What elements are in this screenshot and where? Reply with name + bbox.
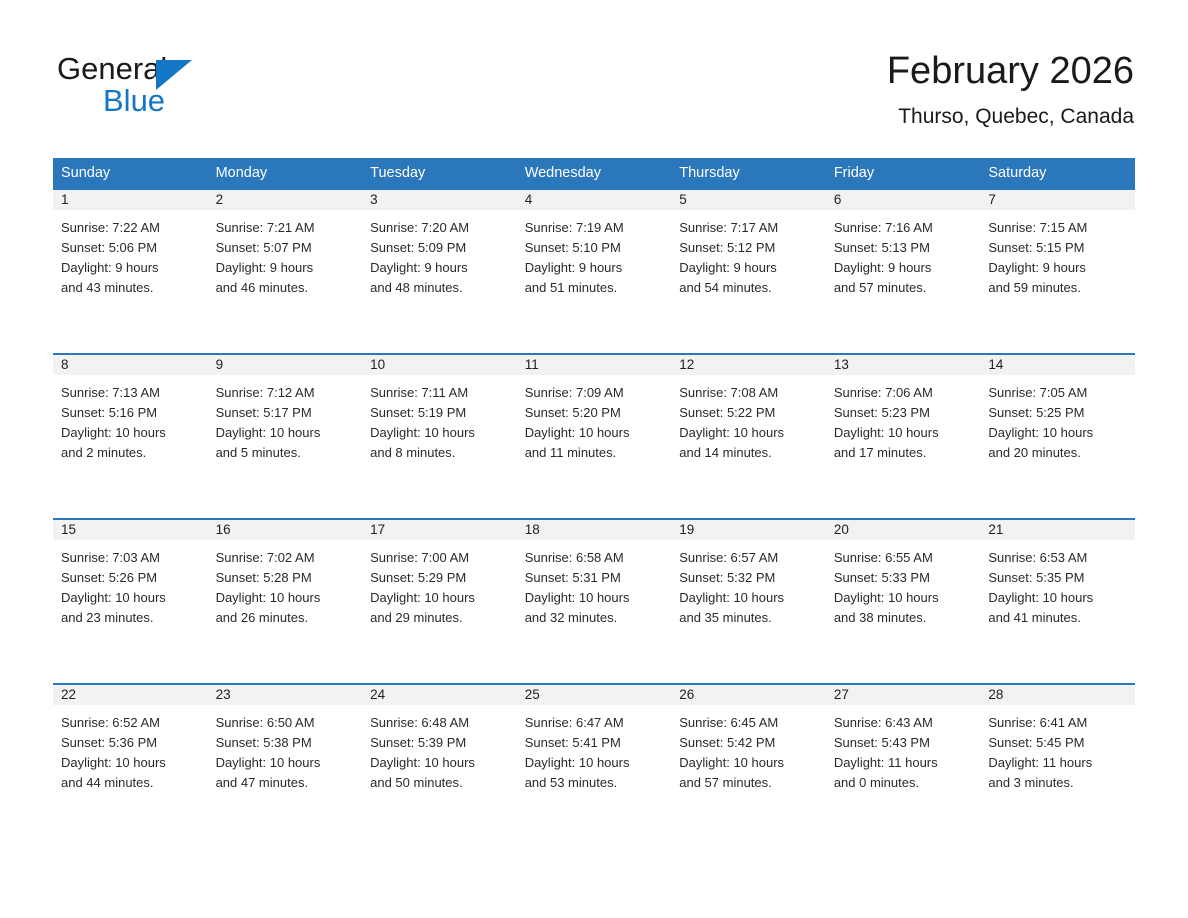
- daylight-text-line1: Daylight: 11 hours: [988, 755, 1093, 770]
- day-number: 25: [517, 683, 672, 705]
- sunrise-text: Sunrise: 6:48 AM: [370, 715, 470, 730]
- generalblue-logo: [57, 52, 257, 124]
- calendar-day-cell[interactable]: [980, 683, 1135, 848]
- daylight-text-line2: and 0 minutes.: [833, 775, 920, 790]
- daylight-text-line2: and 38 minutes.: [833, 610, 927, 625]
- weekday-header-tuesday: Tuesday: [362, 158, 517, 188]
- sunset-text: Sunset: 5:25 PM: [988, 405, 1085, 420]
- day-number: 21: [980, 518, 1135, 540]
- day-details: [826, 375, 981, 463]
- logo-text-blue: Blue: [103, 83, 166, 118]
- sunset-text: Sunset: 5:20 PM: [524, 405, 621, 420]
- sunrise-sunset-calendar: [53, 158, 1135, 848]
- daylight-text-line2: and 51 minutes.: [524, 280, 618, 295]
- location-subtitle: Thurso, Quebec, Canada: [898, 105, 1134, 128]
- daylight-text-line1: Daylight: 10 hours: [524, 425, 630, 440]
- daylight-text-line2: and 57 minutes.: [833, 280, 927, 295]
- daylight-text-line2: and 5 minutes.: [215, 445, 301, 460]
- daylight-text-line1: Daylight: 10 hours: [988, 590, 1094, 605]
- daylight-text-line1: Daylight: 10 hours: [679, 590, 785, 605]
- sunrise-text: Sunrise: 7:03 AM: [61, 550, 160, 565]
- sunset-text: Sunset: 5:06 PM: [61, 240, 158, 255]
- weekday-header-friday: Friday: [826, 158, 981, 188]
- day-number: 6: [826, 188, 981, 210]
- day-number: 22: [53, 683, 208, 705]
- calendar-day-cell[interactable]: [53, 353, 208, 518]
- day-details: [980, 540, 1135, 628]
- day-number: 27: [826, 683, 981, 705]
- sunrise-text: Sunrise: 7:16 AM: [833, 220, 933, 235]
- day-details: [53, 540, 208, 628]
- sunrise-text: Sunrise: 6:47 AM: [524, 715, 624, 730]
- weekday-header-row: [53, 158, 1135, 188]
- day-details: [53, 375, 208, 463]
- sunrise-text: Sunrise: 7:05 AM: [988, 385, 1088, 400]
- weekday-header-wednesday: Wednesday: [517, 158, 672, 188]
- sunrise-text: Sunrise: 7:17 AM: [679, 220, 779, 235]
- day-details: [53, 210, 208, 298]
- sunset-text: Sunset: 5:09 PM: [370, 240, 467, 255]
- day-number: 15: [53, 518, 208, 540]
- daylight-text-line2: and 47 minutes.: [215, 775, 309, 790]
- daylight-text-line1: Daylight: 9 hours: [679, 260, 777, 275]
- sunrise-text: Sunrise: 6:50 AM: [215, 715, 315, 730]
- daylight-text-line2: and 50 minutes.: [370, 775, 463, 790]
- day-number: 9: [208, 353, 363, 375]
- day-number: 3: [362, 188, 517, 210]
- calendar-day-cell[interactable]: [208, 353, 363, 518]
- day-details: [517, 375, 672, 463]
- calendar-day-cell[interactable]: [208, 683, 363, 848]
- day-number: 18: [517, 518, 672, 540]
- sunrise-text: Sunrise: 7:15 AM: [988, 220, 1088, 235]
- sunrise-text: Sunrise: 6:53 AM: [988, 550, 1088, 565]
- sunrise-text: Sunrise: 6:58 AM: [524, 550, 624, 565]
- daylight-text-line2: and 43 minutes.: [61, 280, 154, 295]
- daylight-text-line2: and 41 minutes.: [988, 610, 1081, 625]
- calendar-day-cell[interactable]: [826, 353, 981, 518]
- sunset-text: Sunset: 5:36 PM: [61, 735, 158, 750]
- day-number: 12: [671, 353, 826, 375]
- day-details: [208, 705, 363, 793]
- sunrise-text: Sunrise: 7:00 AM: [370, 550, 470, 565]
- sunset-text: Sunset: 5:31 PM: [524, 570, 621, 585]
- calendar-day-cell[interactable]: [362, 518, 517, 683]
- logo-text-general: General: [57, 51, 168, 86]
- day-details: [826, 705, 981, 793]
- daylight-text-line1: Daylight: 10 hours: [370, 755, 475, 770]
- day-details: [362, 210, 517, 298]
- daylight-text-line1: Daylight: 9 hours: [370, 260, 468, 275]
- day-number: 7: [980, 188, 1135, 210]
- day-number: 28: [980, 683, 1135, 705]
- day-number: 16: [208, 518, 363, 540]
- sunrise-text: Sunrise: 6:57 AM: [679, 550, 779, 565]
- daylight-text-line2: and 14 minutes.: [679, 445, 772, 460]
- sunrise-text: Sunrise: 7:08 AM: [679, 385, 779, 400]
- day-details: [826, 540, 981, 628]
- sunset-text: Sunset: 5:12 PM: [679, 240, 776, 255]
- daylight-text-line1: Daylight: 10 hours: [524, 755, 630, 770]
- title-block: [887, 48, 1134, 130]
- calendar-day-cell[interactable]: [208, 518, 363, 683]
- day-details: [980, 705, 1135, 793]
- calendar-day-cell[interactable]: [980, 518, 1135, 683]
- daylight-text-line1: Daylight: 9 hours: [61, 260, 159, 275]
- daylight-text-line2: and 11 minutes.: [524, 445, 617, 460]
- sunrise-text: Sunrise: 7:06 AM: [833, 385, 933, 400]
- sunrise-text: Sunrise: 6:43 AM: [833, 715, 933, 730]
- daylight-text-line1: Daylight: 10 hours: [833, 590, 939, 605]
- sunset-text: Sunset: 5:10 PM: [524, 240, 621, 255]
- day-details: [53, 705, 208, 793]
- day-number: 20: [826, 518, 981, 540]
- daylight-text-line1: Daylight: 9 hours: [524, 260, 623, 275]
- sunset-text: Sunset: 5:16 PM: [61, 405, 158, 420]
- calendar-day-cell[interactable]: [826, 188, 981, 353]
- day-number: 5: [671, 188, 826, 210]
- sunset-text: Sunset: 5:15 PM: [988, 240, 1085, 255]
- day-number: 11: [517, 353, 672, 375]
- sunset-text: Sunset: 5:33 PM: [833, 570, 930, 585]
- day-number: 24: [362, 683, 517, 705]
- sunrise-text: Sunrise: 6:52 AM: [61, 715, 160, 730]
- sunset-text: Sunset: 5:32 PM: [679, 570, 776, 585]
- sunset-text: Sunset: 5:35 PM: [988, 570, 1085, 585]
- day-details: [362, 540, 517, 628]
- calendar-day-cell[interactable]: [826, 518, 981, 683]
- daylight-text-line2: and 8 minutes.: [370, 445, 456, 460]
- calendar-day-cell[interactable]: [517, 188, 672, 353]
- calendar-week-row: [53, 188, 1135, 353]
- sunrise-text: Sunrise: 6:55 AM: [833, 550, 933, 565]
- sunrise-text: Sunrise: 7:12 AM: [215, 385, 315, 400]
- daylight-text-line1: Daylight: 10 hours: [833, 425, 939, 440]
- sunset-text: Sunset: 5:23 PM: [833, 405, 930, 420]
- day-details: [826, 210, 981, 298]
- sunrise-text: Sunrise: 7:22 AM: [61, 220, 160, 235]
- day-number: 17: [362, 518, 517, 540]
- daylight-text-line1: Daylight: 10 hours: [370, 425, 475, 440]
- day-details: [671, 210, 826, 298]
- calendar-day-cell[interactable]: [53, 188, 208, 353]
- logo-triangle-icon: [156, 60, 192, 90]
- day-number: 8: [53, 353, 208, 375]
- day-details: [671, 375, 826, 463]
- sunset-text: Sunset: 5:07 PM: [215, 240, 312, 255]
- calendar-week-row: [53, 518, 1135, 683]
- daylight-text-line2: and 26 minutes.: [215, 610, 309, 625]
- calendar-day-cell[interactable]: [362, 353, 517, 518]
- daylight-text-line2: and 59 minutes.: [988, 280, 1081, 295]
- sunrise-text: Sunrise: 6:41 AM: [988, 715, 1088, 730]
- daylight-text-line1: Daylight: 11 hours: [833, 755, 938, 770]
- sunset-text: Sunset: 5:38 PM: [215, 735, 312, 750]
- sunrise-text: Sunrise: 7:13 AM: [61, 385, 160, 400]
- calendar-week-row: [53, 683, 1135, 848]
- day-number: 14: [980, 353, 1135, 375]
- calendar-day-cell[interactable]: [671, 353, 826, 518]
- calendar-day-cell[interactable]: [517, 518, 672, 683]
- sunrise-text: Sunrise: 7:11 AM: [370, 385, 469, 400]
- daylight-text-line2: and 44 minutes.: [61, 775, 154, 790]
- calendar-day-cell[interactable]: [826, 683, 981, 848]
- daylight-text-line1: Daylight: 10 hours: [215, 590, 321, 605]
- page-title: February 2026: [886, 50, 1134, 92]
- daylight-text-line2: and 53 minutes.: [524, 775, 618, 790]
- daylight-text-line1: Daylight: 10 hours: [524, 590, 630, 605]
- calendar-day-cell[interactable]: [517, 353, 672, 518]
- daylight-text-line2: and 57 minutes.: [679, 775, 772, 790]
- day-details: [980, 210, 1135, 298]
- sunset-text: Sunset: 5:13 PM: [833, 240, 930, 255]
- daylight-text-line1: Daylight: 10 hours: [61, 755, 166, 770]
- daylight-text-line1: Daylight: 10 hours: [61, 590, 166, 605]
- weekday-header-thursday: Thursday: [671, 158, 826, 188]
- day-details: [671, 705, 826, 793]
- sunrise-text: Sunrise: 7:21 AM: [215, 220, 315, 235]
- sunset-text: Sunset: 5:19 PM: [370, 405, 467, 420]
- day-details: [362, 705, 517, 793]
- sunrise-text: Sunrise: 6:45 AM: [679, 715, 779, 730]
- day-details: [517, 705, 672, 793]
- sunset-text: Sunset: 5:22 PM: [679, 405, 776, 420]
- weekday-header-saturday: Saturday: [980, 158, 1135, 188]
- sunset-text: Sunset: 5:41 PM: [524, 735, 621, 750]
- sunset-text: Sunset: 5:29 PM: [370, 570, 467, 585]
- daylight-text-line1: Daylight: 10 hours: [215, 425, 321, 440]
- daylight-text-line2: and 46 minutes.: [215, 280, 309, 295]
- daylight-text-line2: and 20 minutes.: [988, 445, 1081, 460]
- day-number: 26: [671, 683, 826, 705]
- daylight-text-line1: Daylight: 10 hours: [679, 425, 785, 440]
- sunset-text: Sunset: 5:28 PM: [215, 570, 312, 585]
- sunset-text: Sunset: 5:43 PM: [833, 735, 930, 750]
- daylight-text-line1: Daylight: 9 hours: [988, 260, 1086, 275]
- day-number: 13: [826, 353, 981, 375]
- daylight-text-line2: and 32 minutes.: [524, 610, 618, 625]
- calendar-day-cell[interactable]: [671, 188, 826, 353]
- calendar-day-cell[interactable]: [208, 188, 363, 353]
- day-details: [980, 375, 1135, 463]
- daylight-text-line2: and 29 minutes.: [370, 610, 463, 625]
- day-details: [671, 540, 826, 628]
- daylight-text-line1: Daylight: 9 hours: [215, 260, 314, 275]
- day-number: 4: [517, 188, 672, 210]
- sunrise-text: Sunrise: 7:09 AM: [524, 385, 624, 400]
- sunrise-text: Sunrise: 7:02 AM: [215, 550, 315, 565]
- day-details: [517, 210, 672, 298]
- calendar-day-cell[interactable]: [517, 683, 672, 848]
- daylight-text-line1: Daylight: 10 hours: [679, 755, 785, 770]
- sunset-text: Sunset: 5:45 PM: [988, 735, 1085, 750]
- daylight-text-line1: Daylight: 10 hours: [370, 590, 475, 605]
- day-details: [208, 375, 363, 463]
- calendar-day-cell[interactable]: [671, 518, 826, 683]
- calendar-day-cell[interactable]: [362, 683, 517, 848]
- calendar-day-cell[interactable]: [362, 188, 517, 353]
- daylight-text-line1: Daylight: 9 hours: [833, 260, 932, 275]
- daylight-text-line2: and 3 minutes.: [988, 775, 1074, 790]
- daylight-text-line2: and 35 minutes.: [679, 610, 772, 625]
- day-number: 10: [362, 353, 517, 375]
- day-number: 2: [208, 188, 363, 210]
- day-number: 1: [53, 188, 208, 210]
- calendar-day-cell[interactable]: [980, 188, 1135, 353]
- weekday-header-monday: Monday: [208, 158, 363, 188]
- daylight-text-line1: Daylight: 10 hours: [61, 425, 166, 440]
- day-number: 23: [208, 683, 363, 705]
- day-details: [208, 540, 363, 628]
- calendar-day-cell[interactable]: [53, 683, 208, 848]
- sunset-text: Sunset: 5:42 PM: [679, 735, 776, 750]
- sunrise-text: Sunrise: 7:19 AM: [524, 220, 624, 235]
- daylight-text-line1: Daylight: 10 hours: [988, 425, 1094, 440]
- day-number: 19: [671, 518, 826, 540]
- weekday-header-sunday: Sunday: [53, 158, 208, 188]
- calendar-day-cell[interactable]: [53, 518, 208, 683]
- sunset-text: Sunset: 5:39 PM: [370, 735, 467, 750]
- day-details: [517, 540, 672, 628]
- sunrise-text: Sunrise: 7:20 AM: [370, 220, 470, 235]
- day-details: [362, 375, 517, 463]
- daylight-text-line2: and 48 minutes.: [370, 280, 463, 295]
- calendar-week-row: [53, 353, 1135, 518]
- calendar-day-cell[interactable]: [980, 353, 1135, 518]
- daylight-text-line2: and 17 minutes.: [833, 445, 927, 460]
- day-details: [208, 210, 363, 298]
- daylight-text-line2: and 23 minutes.: [61, 610, 154, 625]
- daylight-text-line2: and 2 minutes.: [61, 445, 147, 460]
- page-header: [0, 0, 1188, 140]
- daylight-text-line1: Daylight: 10 hours: [215, 755, 321, 770]
- sunset-text: Sunset: 5:17 PM: [215, 405, 312, 420]
- daylight-text-line2: and 54 minutes.: [679, 280, 772, 295]
- calendar-day-cell[interactable]: [671, 683, 826, 848]
- sunset-text: Sunset: 5:26 PM: [61, 570, 158, 585]
